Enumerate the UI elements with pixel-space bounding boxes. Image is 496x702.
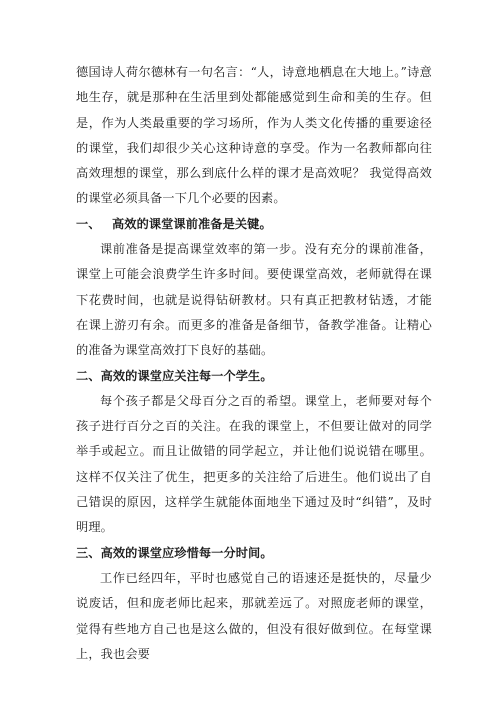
section-body-1: 课前准备是提高课堂效率的第一步。没有充分的课前准备，课堂上可能会浪费学生许多时间。要使课堂高效，老师就得在课下花费时间，也就是说得钻研教材。只有真正把教材钻透，才能在课上游刃有余。而更多的准备是备细节，备教学准备。让精心的准备为课堂高效打下良好的基础。 bbox=[76, 242, 432, 358]
section-body-2: 每个孩子都是父母百分之百的希望。课堂上，老师要对每个孩子进行百分之百的关注。在我的课堂上，不但要让做对的同学举手或起立。而且让做错的同学起立，并让他们说说错在哪里。这样不仅关注了优生，把更多的关注给了后进生。他们说出了自己错误的原因，这样学生就能体面地坐下通过及时“纠错”，及时明理。 bbox=[76, 393, 432, 535]
section-heading-3 bbox=[76, 541, 432, 566]
section-heading-2 bbox=[76, 364, 432, 389]
section-heading-1 bbox=[76, 212, 432, 237]
section-title-2: 高效的课堂应关注每一个学生。 bbox=[100, 368, 273, 383]
section-number-3: 三、 bbox=[76, 545, 101, 560]
intro-paragraph: 德国诗人荷尔德林有一句名言：“人，诗意地栖息在大地上。”诗意地生存，就是那种在生活里到处都能感觉到生命和美的生存。但是，作为人类最重要的学习场所，作为人类文化传播的重要途径的课堂，我们却很少关心这种诗意的享受。作为一名教师都向往高效理想的课堂，那么到底什么样的课才是高效呢？ 我觉得高效的课堂必须具备一下几个必要的因素。 bbox=[76, 65, 432, 206]
section-number-2: 二、 bbox=[76, 368, 101, 383]
section-title-1: 高效的课堂课前准备是关键。 bbox=[112, 216, 272, 231]
section-body-3: 工作已经四年，平时也感觉自己的语速还是挺快的，尽量少说废话，但和庞老师比起来，那就差远了。对照庞老师的课堂，觉得有些地方自己也是这么做的，但没有很好做到位。在每堂课上，我也会要 bbox=[76, 570, 432, 661]
section-number-1: 一、 bbox=[76, 216, 101, 231]
document-page bbox=[76, 60, 432, 667]
section-title-3: 高效的课堂应珍惜每一分时间。 bbox=[100, 545, 273, 560]
